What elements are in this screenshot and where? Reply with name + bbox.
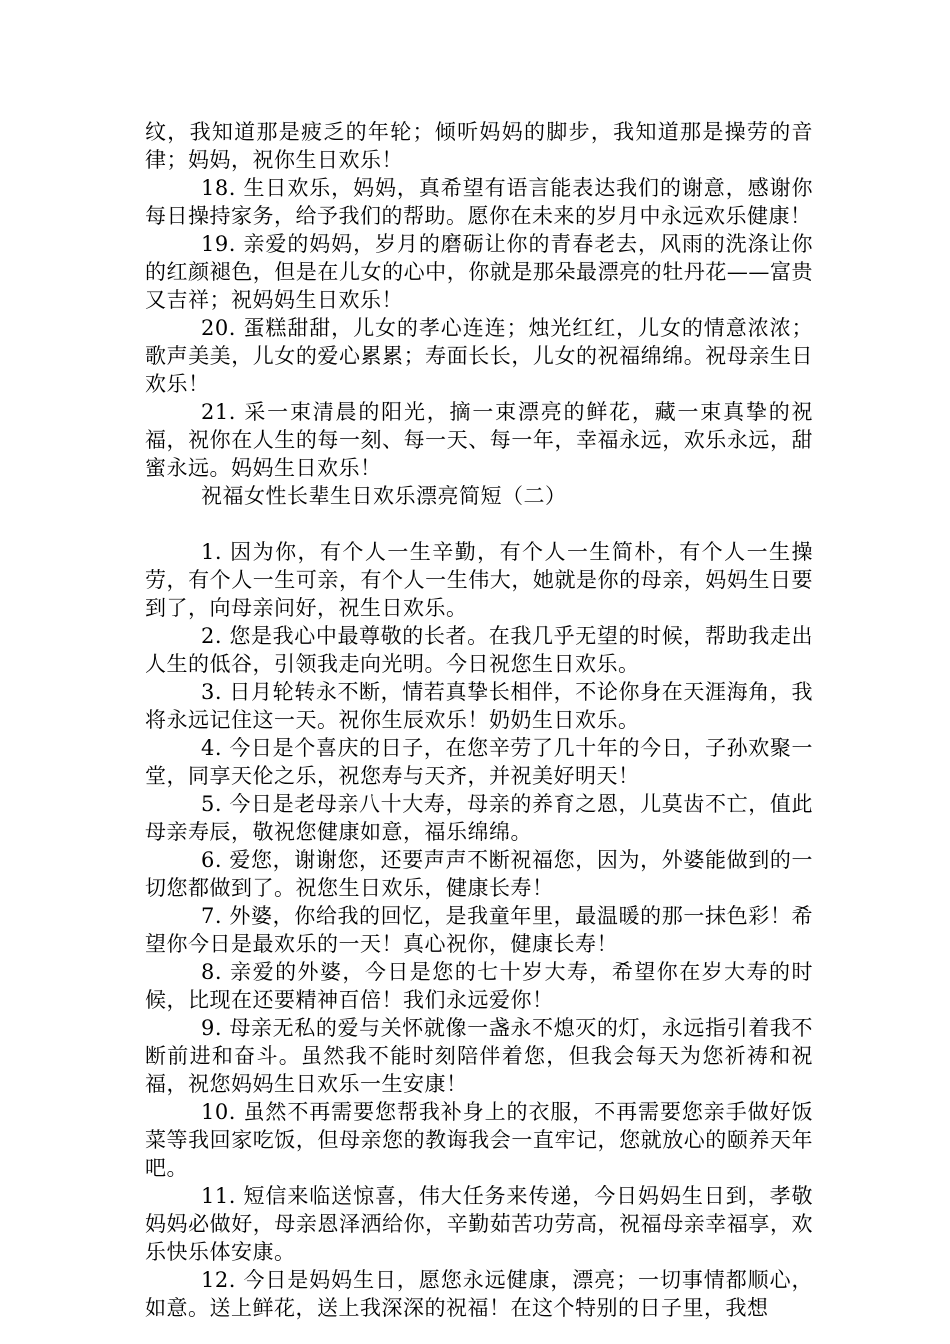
wish-item-6: 6. 爱您，谢谢您，还要声声不断祝福您，因为，外婆能做到的一切您都做到了。祝您生日欢乐，健康长寿！ (145, 848, 813, 900)
wish-item-1: 1. 因为你，有个人一生辛勤，有个人一生简朴，有个人一生操劳，有个人一生可亲，有个人一生伟大，她就是你的母亲，妈妈生日要到了，向母亲问好，祝生日欢乐。 (145, 540, 813, 620)
wish-item-3: 3. 日月轮转永不断，情若真挚长相伴，不论你身在天涯海角，我将永远记住这一天。祝你生辰欢乐！奶奶生日欢乐。 (145, 680, 813, 732)
wish-item-8: 8. 亲爱的外婆，今日是您的七十岁大寿，希望你在岁大寿的时候，比现在还要精神百倍！我们永远爱你！ (145, 960, 813, 1012)
section-spacer (145, 510, 813, 538)
wish-item-5: 5. 今日是老母亲八十大寿，母亲的养育之恩，儿莫齿不亡，值此母亲寿辰，敬祝您健康如意，福乐绵绵。 (145, 792, 813, 844)
wish-item-12: 12. 今日是妈妈生日，愿您永远健康，漂亮；一切事情都顺心，如意。送上鲜花，送上我深深的祝福！在这个特别的日子里，我想 (145, 1268, 813, 1320)
document-page (145, 118, 813, 1322)
wish-item-2: 2. 您是我心中最尊敬的长者。在我几乎无望的时候，帮助我走出人生的低谷，引领我走向光明。今日祝您生日欢乐。 (145, 624, 813, 676)
wish-item-4: 4. 今日是个喜庆的日子，在您辛劳了几十年的今日，子孙欢聚一堂，同享天伦之乐，祝您寿与天齐，并祝美好明天！ (145, 736, 813, 788)
wish-item-21: 21. 采一束清晨的阳光，摘一束漂亮的鲜花，藏一束真挚的祝福，祝你在人生的每一刻、每一天、每一年，幸福永远，欢乐永远，甜蜜永远。妈妈生日欢乐！ (145, 400, 813, 480)
wish-item-7: 7. 外婆，你给我的回忆，是我童年里，最温暖的那一抹色彩！希望你今日是最欢乐的一天！真心祝你，健康长寿！ (145, 904, 813, 956)
wish-item-18: 18. 生日欢乐，妈妈，真希望有语言能表达我们的谢意，感谢你每日操持家务，给予我们的帮助。愿你在未来的岁月中永远欢乐健康！ (145, 176, 813, 228)
wish-item-19: 19. 亲爱的妈妈，岁月的磨砺让你的青春老去，风雨的洗涤让你的红颜褪色，但是在儿女的心中，你就是那朵最漂亮的牡丹花——富贵又吉祥；祝妈妈生日欢乐！ (145, 232, 813, 312)
section-heading: 祝福女性长辈生日欢乐漂亮简短（二） (201, 484, 567, 508)
wish-item-20: 20. 蛋糕甜甜，儿女的孝心连连；烛光红红，儿女的情意浓浓；歌声美美，儿女的爱心累累；寿面长长，儿女的祝福绵绵。祝母亲生日欢乐！ (145, 316, 813, 396)
continuation-paragraph: 纹，我知道那是疲乏的年轮；倾听妈妈的脚步，我知道那是操劳的音律；妈妈，祝你生日欢乐！ (145, 120, 813, 172)
wish-item-11: 11. 短信来临送惊喜，伟大任务来传递，今日妈妈生日到，孝敬妈妈必做好，母亲恩泽洒给你，辛勤茹苦功劳高，祝福母亲幸福享，欢乐快乐体安康。 (145, 1184, 813, 1264)
wish-item-10: 10. 虽然不再需要您帮我补身上的衣服，不再需要您亲手做好饭菜等我回家吃饭，但母亲您的教诲我会一直牢记，您就放心的颐养天年吧。 (145, 1100, 813, 1180)
wish-item-9: 9. 母亲无私的爱与关怀就像一盏永不熄灭的灯，永远指引着我不断前进和奋斗。虽然我不能时刻陪伴着您，但我会每天为您祈祷和祝福，祝您妈妈生日欢乐一生安康！ (145, 1016, 813, 1096)
